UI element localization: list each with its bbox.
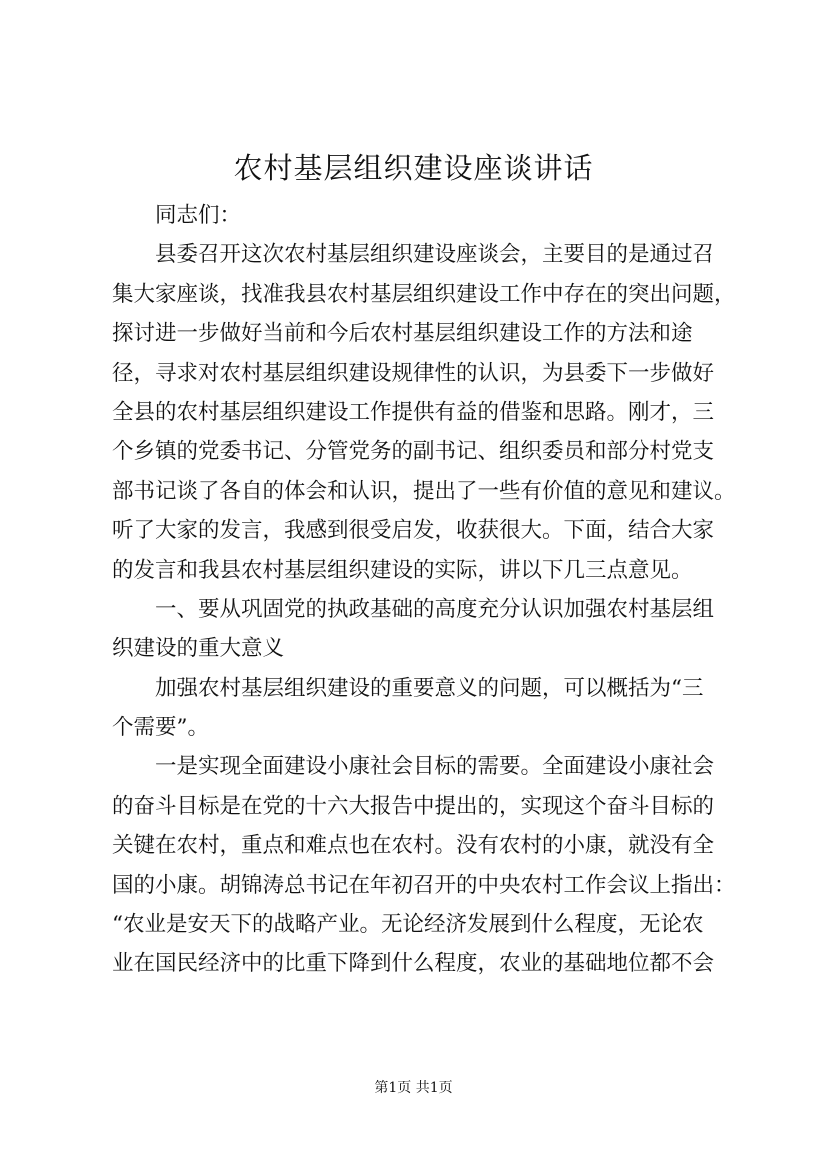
greeting-line: 同志们： [155, 203, 242, 228]
paragraph-line: 一是实现全面建设小康社会目标的需要。全面建设小康社会 [155, 754, 715, 780]
paragraph-line: 径，寻求对农村基层组织建设规律性的认识，为县委下一步做好 [112, 360, 715, 386]
paragraph-line: 听了大家的发言，我感到很受启发，收获很大。下面，结合大家 [112, 518, 715, 544]
paragraph-line: 全县的农村基层组织建设工作提供有益的借鉴和思路。刚才，三 [112, 399, 715, 425]
paragraph-line: 国的小康。胡锦涛总书记在年初召开的中央农村工作会议上指出： [112, 872, 736, 898]
paragraph-line: 的发言和我县农村基层组织建设的实际，讲以下几三点意见。 [112, 557, 693, 583]
paragraph-line: 关键在农村，重点和难点也在农村。没有农村的小康，就没有全 [112, 833, 715, 859]
paragraph-line: 加强农村基层组织建设的重要意义的问题，可以概括为“三 [155, 675, 704, 701]
paragraph-line: 县委召开这次农村基层组织建设座谈会，主要目的是通过召 [155, 242, 715, 268]
paragraph-line: 探讨进一步做好当前和今后农村基层组织建设工作的方法和途 [112, 321, 693, 347]
document-title: 农村基层组织建设座谈讲话 [233, 151, 594, 185]
document-body [112, 196, 752, 984]
page-footer: 第1页 共1页 [374, 1080, 453, 1096]
paragraph-line: 的奋斗目标是在党的十六大报告中提出的，实现这个奋斗目标的 [112, 793, 715, 819]
paragraph-line: 部书记谈了各自的体会和认识，提出了一些有价值的意见和建议。 [112, 478, 736, 504]
paragraph-line: 业在国民经济中的比重下降到什么程度，农业的基础地位都不会 [112, 951, 715, 977]
paragraph-line: 集大家座谈，找准我县农村基层组织建设工作中存在的突出问题， [112, 281, 736, 307]
section-heading-line: 织建设的重大意义 [112, 636, 285, 662]
paragraph-line: 个需要”。 [112, 715, 209, 741]
section-heading-line: 一、要从巩固党的执政基础的高度充分认识加强农村基层组 [155, 596, 715, 622]
paragraph-line: “农业是安天下的战略产业。无论经济发展到什么程度，无论农 [112, 912, 704, 938]
paragraph-line: 个乡镇的党委书记、分管党务的副书记、组织委员和部分村党支 [112, 439, 715, 465]
